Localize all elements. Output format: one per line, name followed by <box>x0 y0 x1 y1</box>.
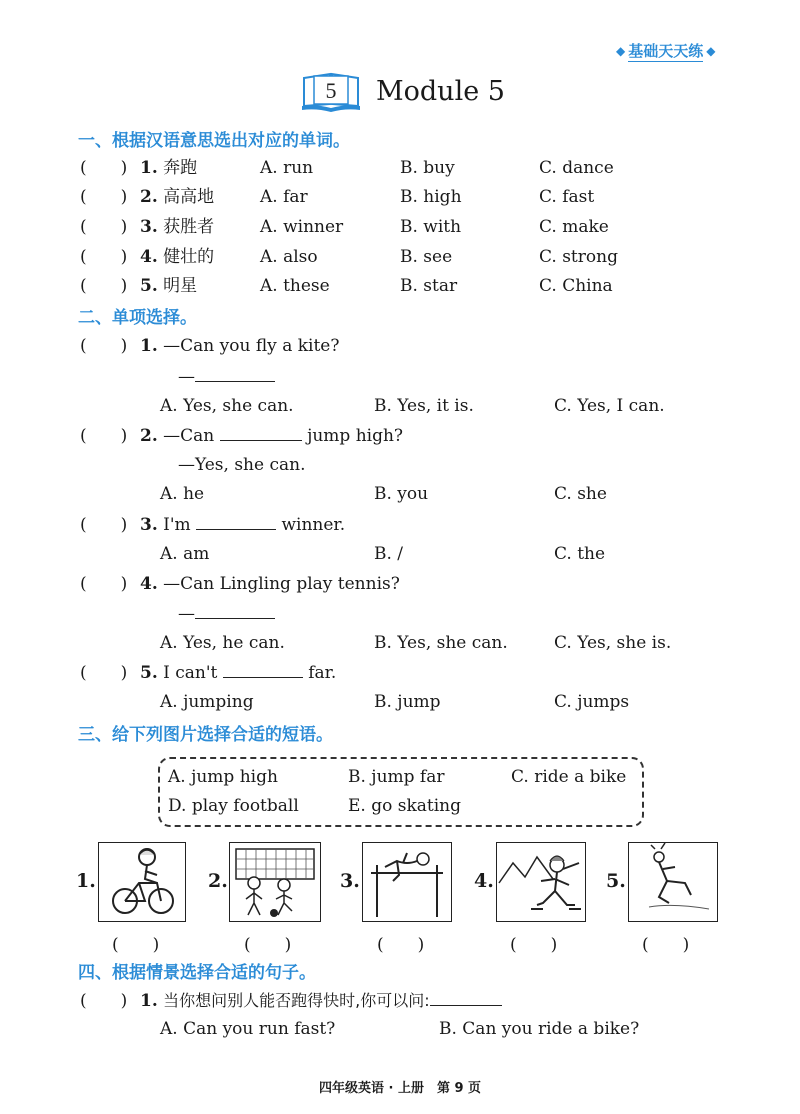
dash: — <box>178 604 195 624</box>
question-text-pre: I'm <box>163 515 191 535</box>
answer-paren[interactable]: ( ) <box>80 276 128 296</box>
question-text: —Can Lingling play tennis? <box>163 574 400 594</box>
section2-heading: 二、单项选择。 <box>78 308 197 328</box>
answer-paren[interactable]: ( ) <box>80 574 128 594</box>
option-b: B. jump <box>374 692 441 712</box>
option-a: A. Yes, she can. <box>160 396 294 416</box>
picture-2 <box>229 842 321 922</box>
answer-paren[interactable]: ( ) <box>80 991 128 1011</box>
page-footer: 四年级英语 · 上册 第 9 页 <box>318 1081 482 1096</box>
option-a: A. jumping <box>160 692 254 712</box>
option-c: C. the <box>554 544 606 564</box>
phrase-a: A. jump high <box>168 767 278 787</box>
chinese-word: 高高地 <box>163 187 215 207</box>
section2-q2 <box>80 422 403 448</box>
question-number: 3. <box>140 217 158 237</box>
phrase-row-2 <box>0 793 800 819</box>
question-number: 4. <box>140 247 158 267</box>
option-c: C. make <box>539 217 609 237</box>
option-b: B. Can you ride a bike? <box>439 1019 640 1039</box>
answer-paren[interactable]: ( ) <box>80 217 128 237</box>
option-c: C. Yes, she is. <box>554 633 672 653</box>
section1-item-3 <box>80 214 609 240</box>
phrase-d: D. play football <box>168 796 299 816</box>
section2-q4-answer-line <box>178 600 275 626</box>
answer-paren[interactable]: ( ) <box>80 515 128 535</box>
question-number: 1. <box>140 158 158 178</box>
picture-number: 1. <box>76 870 96 892</box>
module-title: Module 5 <box>376 75 505 107</box>
diamond-icon: ◆ <box>706 44 716 58</box>
question-text-post: jump high? <box>307 426 404 446</box>
option-b: B. Yes, she can. <box>374 633 508 653</box>
section2-q2-line2: —Yes, she can. <box>178 455 306 475</box>
answer-blank[interactable] <box>220 422 302 441</box>
question-number: 5. <box>140 276 158 296</box>
question-text-post: winner. <box>281 515 346 535</box>
option-a: A. far <box>260 187 308 207</box>
answer-paren[interactable]: ( ) <box>112 935 160 955</box>
option-c: C. dance <box>539 158 614 178</box>
option-c: C. Yes, I can. <box>554 396 665 416</box>
high-jump-icon <box>363 843 451 921</box>
section2-q2-options <box>0 481 800 507</box>
section2-q1 <box>80 333 339 359</box>
question-text-pre: I can't <box>163 663 218 683</box>
section4-heading: 四、根据情景选择合适的句子。 <box>78 963 316 983</box>
option-b: B. you <box>374 484 429 504</box>
option-a: A. am <box>160 544 210 564</box>
section2-q4 <box>80 571 400 597</box>
answer-paren[interactable]: ( ) <box>244 935 292 955</box>
option-a: A. winner <box>260 217 344 237</box>
section2-q1-options <box>0 393 800 419</box>
question-number: 1. <box>140 991 158 1011</box>
picture-3 <box>362 842 452 922</box>
option-a: A. these <box>260 276 330 296</box>
option-c: C. fast <box>539 187 595 207</box>
boy-riding-bike-icon <box>99 843 185 921</box>
section2-q5-options <box>0 689 800 715</box>
question-number: 5. <box>140 663 158 683</box>
chinese-word: 明星 <box>163 276 198 296</box>
option-a: A. also <box>260 247 318 267</box>
section1-item-5 <box>80 273 613 299</box>
answer-blank[interactable] <box>195 600 275 619</box>
answer-blank[interactable] <box>196 511 276 530</box>
picture-number: 5. <box>606 870 626 892</box>
picture-1 <box>98 842 186 922</box>
section1-item-1 <box>80 155 614 181</box>
answer-paren[interactable]: ( ) <box>80 158 128 178</box>
option-a: A. Yes, he can. <box>160 633 285 653</box>
question-text-pre: —Can <box>163 426 215 446</box>
section1-heading: 一、根据汉语意思选出对应的单词。 <box>78 131 350 151</box>
answer-paren[interactable]: ( ) <box>80 187 128 207</box>
answer-paren[interactable]: ( ) <box>642 935 690 955</box>
chinese-word: 奔跑 <box>163 158 198 178</box>
option-b: B. with <box>400 217 462 237</box>
section2-q1-answer-line <box>178 363 275 389</box>
dash: — <box>178 367 195 387</box>
module-header <box>300 70 505 112</box>
answer-paren[interactable]: ( ) <box>80 426 128 446</box>
chinese-word: 健壮的 <box>163 247 215 267</box>
option-a: A. run <box>260 158 314 178</box>
option-b: B. / <box>374 544 404 564</box>
series-badge <box>610 40 721 62</box>
section2-q5 <box>80 659 336 685</box>
answer-paren[interactable]: ( ) <box>80 663 128 683</box>
phrase-b: B. jump far <box>348 767 445 787</box>
option-b: B. Yes, it is. <box>374 396 474 416</box>
question-text: —Can you fly a kite? <box>163 336 340 356</box>
picture-number: 3. <box>340 870 360 892</box>
section4-q1-options <box>0 1016 800 1042</box>
open-book-icon <box>300 70 362 112</box>
question-text-post: far. <box>308 663 337 683</box>
answer-paren[interactable]: ( ) <box>80 336 128 356</box>
phrase-row-1 <box>0 764 800 790</box>
question-text: 当你想问别人能否跑得快时,你可以问: <box>163 991 430 1010</box>
answer-blank[interactable] <box>430 987 502 1006</box>
question-number: 3. <box>140 515 158 535</box>
kids-playing-football-icon <box>230 843 320 921</box>
answer-blank[interactable] <box>223 659 303 678</box>
answer-paren[interactable]: ( ) <box>510 935 558 955</box>
picture-number: 4. <box>474 870 494 892</box>
picture-number: 2. <box>208 870 228 892</box>
long-jump-icon <box>629 843 717 921</box>
question-number: 1. <box>140 336 158 356</box>
phrase-c: C. ride a bike <box>511 767 627 787</box>
option-c: C. she <box>554 484 607 504</box>
section4-q1 <box>80 987 502 1013</box>
section2-q3 <box>80 511 345 537</box>
module-number: 5 <box>325 78 337 103</box>
section1-item-2 <box>80 184 595 210</box>
option-c: C. strong <box>539 247 618 267</box>
option-a: A. he <box>160 484 205 504</box>
badge-text: 基础天天练 <box>628 42 704 60</box>
answer-paren[interactable]: ( ) <box>80 247 128 267</box>
option-c: C. jumps <box>554 692 630 712</box>
question-number: 4. <box>140 574 158 594</box>
picture-4 <box>496 842 586 922</box>
chinese-word: 获胜者 <box>163 217 215 237</box>
section1-item-4 <box>80 244 618 270</box>
question-number: 2. <box>140 187 158 207</box>
picture-5 <box>628 842 718 922</box>
option-a: A. Can you run fast? <box>160 1019 336 1039</box>
answer-paren[interactable]: ( ) <box>377 935 425 955</box>
option-b: B. buy <box>400 158 455 178</box>
section3-heading: 三、给下列图片选择合适的短语。 <box>78 725 333 745</box>
boy-skating-icon <box>497 843 585 921</box>
option-b: B. high <box>400 187 462 207</box>
option-c: C. China <box>539 276 613 296</box>
section2-q4-options <box>0 630 800 656</box>
answer-blank[interactable] <box>195 363 275 382</box>
option-b: B. see <box>400 247 453 267</box>
question-number: 2. <box>140 426 158 446</box>
section2-q3-options <box>0 541 800 567</box>
phrase-e: E. go skating <box>348 796 461 816</box>
diamond-icon: ◆ <box>616 44 626 58</box>
option-b: B. star <box>400 276 458 296</box>
